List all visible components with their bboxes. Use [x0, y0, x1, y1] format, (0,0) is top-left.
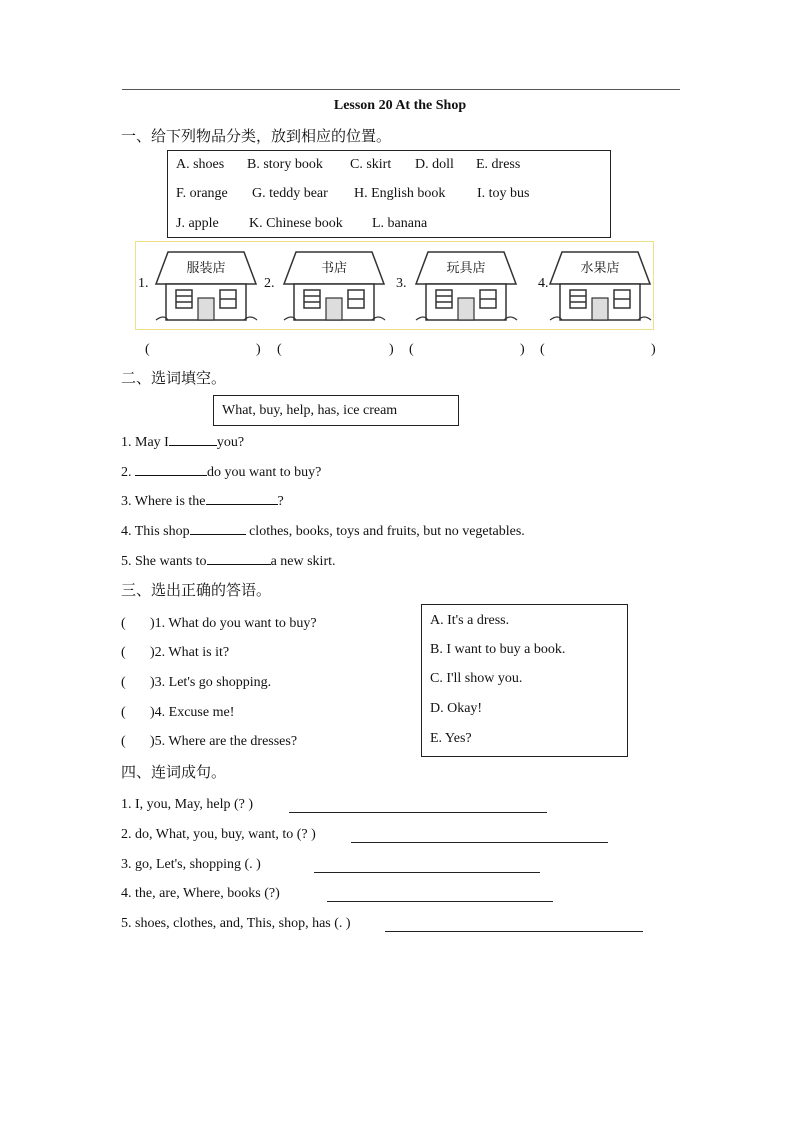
answer-paren-open-2: (	[277, 342, 282, 357]
shop-house-fruitstore	[548, 248, 652, 324]
fill-blank-4[interactable]	[190, 521, 246, 535]
order-answer-line-4[interactable]	[327, 901, 553, 902]
fill-question-5: 5. She wants to a new skirt.	[121, 551, 336, 571]
fill-question-3: 3. Where is the ?	[121, 491, 284, 511]
page-title: Lesson 20 At the Shop	[333, 98, 467, 113]
match-paren-2: (	[121, 645, 126, 660]
order-item-4: 4. the, are, Where, books (?)	[121, 886, 280, 901]
item-j: J. apple	[176, 216, 219, 231]
word-bank: What, buy, help, has, ice cream	[222, 403, 398, 418]
item-b: B. story book	[247, 157, 323, 172]
shops-strip	[135, 241, 654, 330]
item-k: K. Chinese book	[249, 216, 343, 231]
fill-question-2: 2. do you want to buy?	[121, 462, 321, 482]
shop-number-1: 1.	[138, 276, 149, 291]
answer-paren-close-4: )	[651, 342, 656, 357]
match-paren-5: (	[121, 734, 126, 749]
match-question-1: )1. What do you want to buy?	[150, 616, 317, 631]
item-l: L. banana	[372, 216, 428, 231]
answer-paren-open-1: (	[145, 342, 150, 357]
order-item-1: 1. I, you, May, help (? )	[121, 797, 254, 812]
shop-house-bookstore	[282, 248, 386, 324]
answer-paren-close-3: )	[520, 342, 525, 357]
answer-paren-open-3: (	[409, 342, 414, 357]
shop-name-3: 玩具店	[446, 261, 486, 276]
answer-b: B. I want to buy a book.	[430, 642, 566, 657]
item-e: E. dress	[476, 157, 521, 172]
answer-d: D. Okay!	[430, 701, 483, 716]
answer-paren-close-2: )	[389, 342, 394, 357]
fill-blank-3[interactable]	[206, 491, 278, 505]
fill-blank-5[interactable]	[207, 551, 271, 565]
order-answer-line-2[interactable]	[351, 842, 608, 843]
match-question-2: )2. What is it?	[150, 645, 230, 660]
shop-name-2: 书店	[320, 261, 347, 276]
fill-blank-2[interactable]	[135, 462, 207, 476]
fill-blank-1[interactable]	[169, 432, 217, 446]
answer-paren-open-4: (	[540, 342, 545, 357]
match-question-4: )4. Excuse me!	[150, 705, 235, 720]
shop-number-2: 2.	[264, 276, 275, 291]
top-rule	[122, 89, 680, 90]
match-question-5: )5. Where are the dresses?	[150, 734, 298, 749]
section2-heading: 二、选词填空。	[121, 371, 227, 387]
match-paren-4: (	[121, 705, 126, 720]
section1-heading: 一、给下列物品分类，放到相应的位置。	[121, 129, 392, 145]
shop-number-3: 3.	[396, 276, 407, 291]
shop-name-1: 服装店	[186, 261, 226, 276]
item-d: D. doll	[415, 157, 454, 172]
order-item-2: 2. do, What, you, buy, want, to (? )	[121, 827, 316, 842]
shop-house-clothing	[154, 248, 258, 324]
answer-paren-close-1: )	[256, 342, 261, 357]
item-h: H. English book	[354, 186, 446, 201]
fill-question-1: 1. May I you?	[121, 432, 244, 452]
order-answer-line-3[interactable]	[314, 872, 540, 873]
answer-e: E. Yes?	[430, 731, 472, 746]
match-paren-1: (	[121, 616, 126, 631]
item-c: C. skirt	[350, 157, 392, 172]
item-a: A. shoes	[176, 157, 225, 172]
item-i: I. toy bus	[477, 186, 530, 201]
item-g: G. teddy bear	[252, 186, 328, 201]
answer-c: C. I'll show you.	[430, 671, 523, 686]
match-question-3: )3. Let's go shopping.	[150, 675, 272, 690]
order-answer-line-1[interactable]	[289, 812, 547, 813]
shop-house-toystore	[414, 248, 518, 324]
order-item-5: 5. shoes, clothes, and, This, shop, has (. )	[121, 916, 351, 931]
section4-heading: 四、连词成句。	[121, 765, 227, 781]
item-f: F. orange	[176, 186, 228, 201]
shop-number-4: 4.	[538, 276, 549, 291]
match-paren-3: (	[121, 675, 126, 690]
shop-name-4: 水果店	[580, 261, 620, 276]
answer-a: A. It's a dress.	[430, 613, 510, 628]
order-answer-line-5[interactable]	[385, 931, 643, 932]
fill-question-4: 4. This shop clothes, books, toys and fruits, but no vegetables.	[121, 521, 525, 541]
section3-heading: 三、选出正确的答语。	[121, 583, 272, 599]
order-item-3: 3. go, Let's, shopping (. )	[121, 857, 261, 872]
